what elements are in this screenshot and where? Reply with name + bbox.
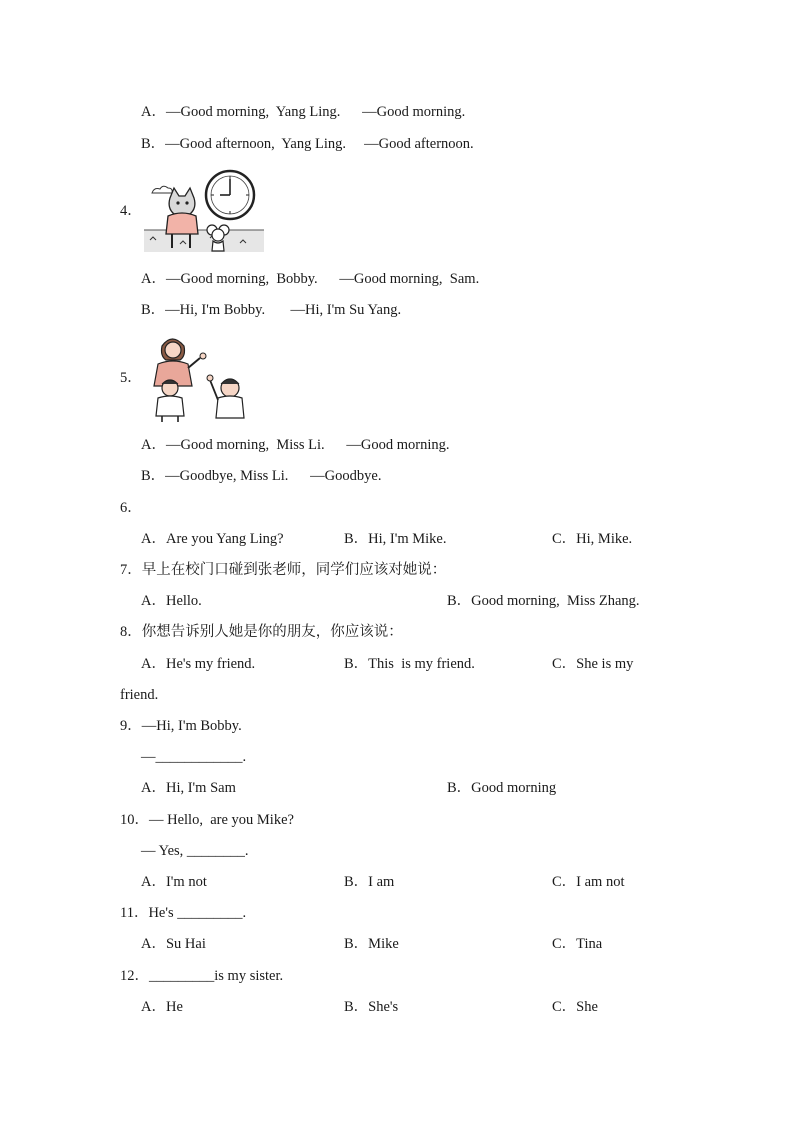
q10-answer-blank: — Yes, ________. (141, 843, 249, 859)
q7-option-b: B．Good morning, Miss Zhang. (447, 593, 640, 609)
q10-stem: 10．— Hello, are you Mike? (120, 812, 294, 828)
q4-illustration-clock-cat-mouse (140, 168, 266, 258)
q5-number: 5． (120, 370, 142, 386)
q4-option-a: A．—Good morning, Bobby. —Good morning, Sam. (141, 271, 480, 287)
q5-option-b: B．—Goodbye, Miss Li. —Goodbye. (141, 468, 382, 484)
q8-option-a: A．He's my friend. (141, 656, 256, 672)
q5-option-a: A．—Good morning, Miss Li. —Good morning. (141, 437, 450, 453)
q11-stem: 11．He's _________. (120, 905, 247, 921)
teacher-character-icon (154, 339, 206, 386)
q9-option-b: B．Good morning (447, 780, 557, 796)
q3-option-a: A．—Good morning, Yang Ling. —Good morning. (141, 104, 466, 120)
q4-number: 4． (120, 203, 142, 219)
q11-option-b: B．Mike (344, 936, 399, 952)
q8-option-b: B．This is my friend. (344, 656, 475, 672)
q11-option-a: A．Su Hai (141, 936, 206, 952)
boy-character-icon (207, 375, 244, 418)
q6-option-c: C．Hi, Mike. (552, 531, 633, 547)
q8-stem: 8．你想告诉别人她是你的朋友，你应该说： (120, 624, 403, 640)
q7-option-a: A．Hello. (141, 593, 202, 609)
q11-option-c: C．Tina (552, 936, 603, 952)
q8-option-c-wrap: friend. (120, 687, 159, 703)
q12-option-c: C．She (552, 999, 598, 1015)
q8-option-c: C．She is my (552, 656, 634, 672)
q4-option-b: B．—Hi, I'm Bobby. —Hi, I'm Su Yang. (141, 302, 402, 318)
q10-option-a: A．I'm not (141, 874, 207, 890)
q10-option-c: C．I am not (552, 874, 625, 890)
q6-number: 6． (120, 500, 142, 516)
q7-stem: 7．早上在校门口碰到张老师，同学们应该对她说： (120, 562, 447, 578)
q9-stem: 9．—Hi, I'm Bobby. (120, 718, 242, 734)
q12-option-b: B．She's (344, 999, 399, 1015)
q6-option-a: A．Are you Yang Ling? (141, 531, 284, 547)
q5-illustration-teacher-children (148, 332, 254, 424)
q12-stem: 12．_________is my sister. (120, 968, 284, 984)
q12-option-a: A．He (141, 999, 183, 1015)
q10-option-b: B．I am (344, 874, 395, 890)
clock-icon (206, 171, 254, 219)
q9-option-a: A．Hi, I'm Sam (141, 780, 236, 796)
q6-option-b: B．Hi, I'm Mike. (344, 531, 447, 547)
q9-answer-blank: —____________. (141, 749, 247, 765)
q3-option-b: B．—Good afternoon, Yang Ling. —Good afternoon. (141, 136, 474, 152)
